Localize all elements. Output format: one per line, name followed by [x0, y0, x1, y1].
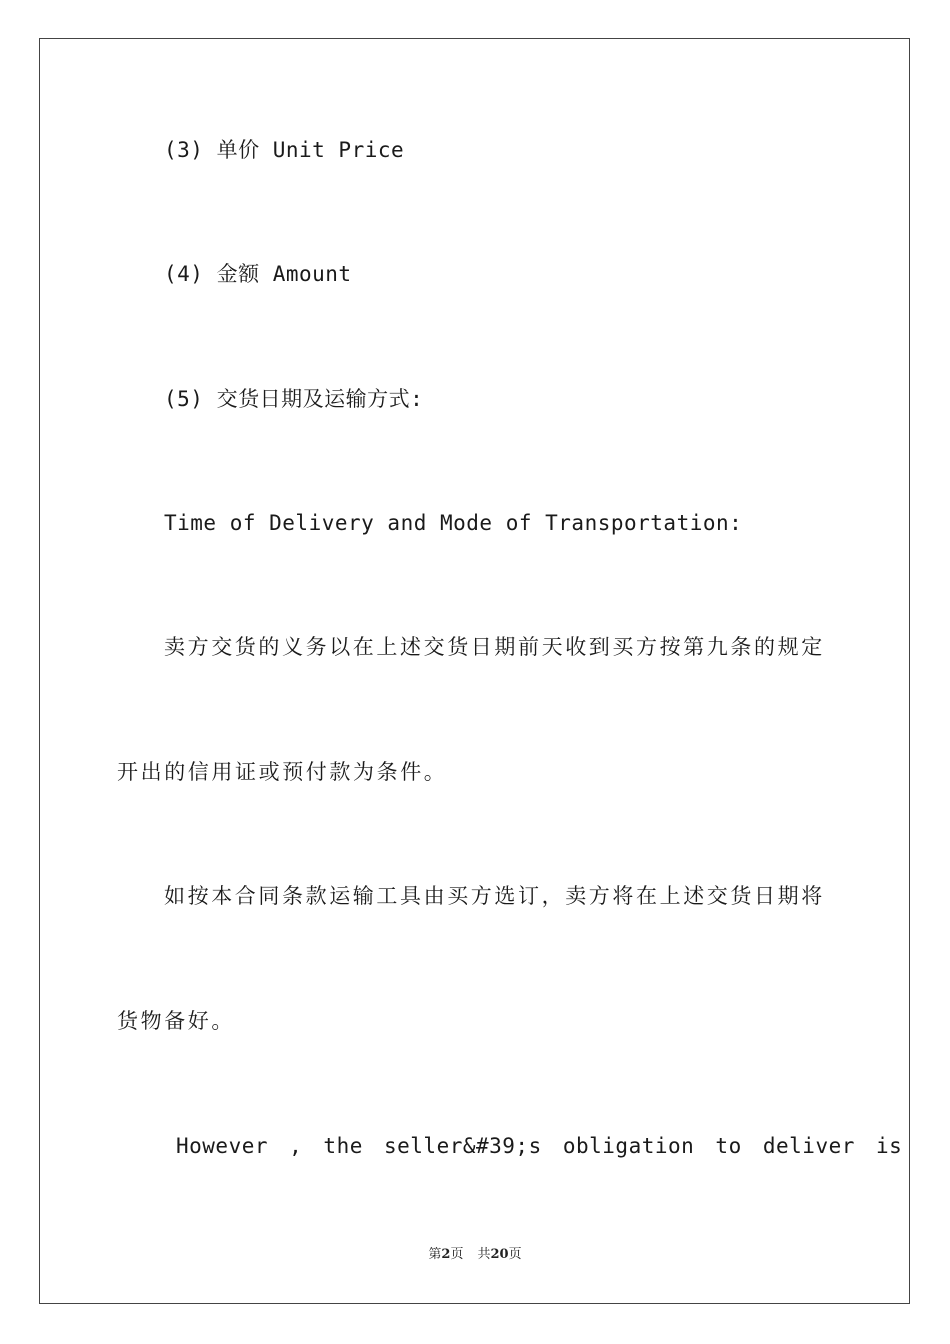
- doc-line-seller-obligation-cont: 开出的信用证或预付款为条件。: [117, 760, 448, 784]
- footer-total-suffix: 页: [508, 1247, 522, 1262]
- footer-page-suffix: 页: [450, 1247, 464, 1262]
- doc-line-delivery-heading-en: Time of Delivery and Mode of Transportation:: [164, 511, 743, 535]
- doc-line-unit-price: (3) 单价 Unit Price: [164, 138, 405, 162]
- footer-page-number: 2: [441, 1247, 451, 1262]
- footer-total-prefix: 共: [477, 1247, 491, 1262]
- doc-line-seller-obligation: 卖方交货的义务以在上述交货日期前天收到买方按第九条的规定: [164, 635, 825, 659]
- doc-line-transport-selection-cont: 货物备好。: [117, 1009, 235, 1033]
- doc-line-however: However , the seller&#39;s obligation to deliver is: [176, 1134, 903, 1158]
- doc-line-delivery-heading: (5) 交货日期及运输方式:: [164, 387, 424, 411]
- footer-page-prefix: 第: [428, 1247, 442, 1262]
- footer-total-pages: 20: [490, 1247, 509, 1262]
- doc-line-transport-selection: 如按本合同条款运输工具由买方选订，卖方将在上述交货日期将: [164, 884, 825, 908]
- page-footer: [0, 1246, 950, 1264]
- doc-line-amount: (4) 金额 Amount: [164, 262, 352, 286]
- page-frame: [39, 38, 910, 1304]
